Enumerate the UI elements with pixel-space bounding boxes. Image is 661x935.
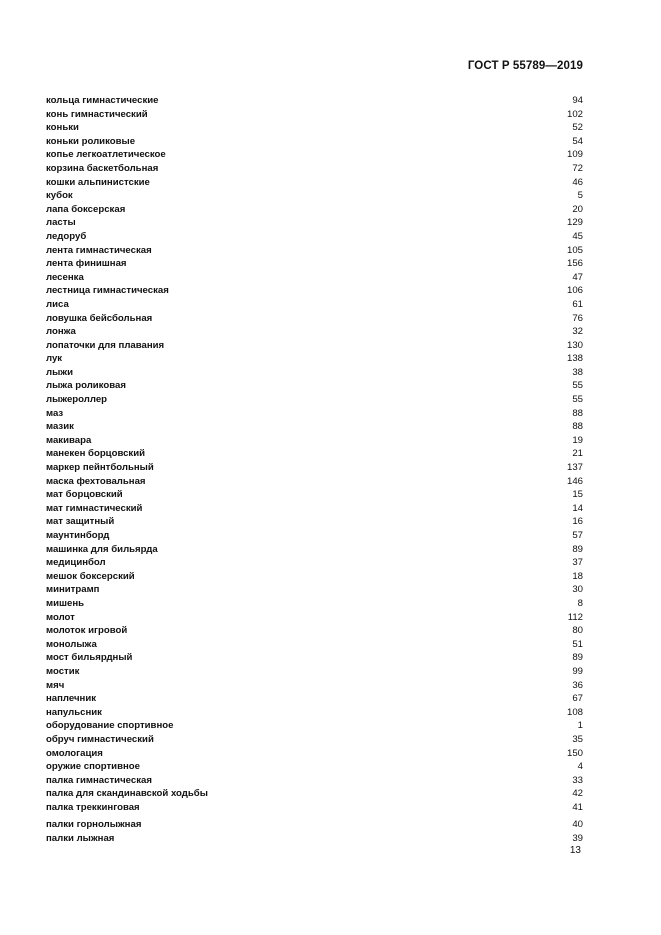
- index-term: маз: [46, 407, 64, 419]
- index-term: лапа боксерская: [46, 203, 126, 215]
- index-entry: [46, 271, 583, 285]
- index-term: мяч: [46, 679, 65, 691]
- index-term: макивара: [46, 434, 92, 446]
- index-entry: [46, 284, 583, 298]
- index-page-ref: 18: [572, 570, 583, 582]
- index-term: кубок: [46, 190, 73, 202]
- index-entry: [46, 475, 583, 489]
- index-entry: [46, 312, 583, 326]
- index-page-ref: 4: [577, 761, 583, 773]
- index-term: маска фехтовальная: [46, 475, 146, 487]
- index-entry: [46, 774, 583, 788]
- index-entry: [46, 611, 583, 625]
- index-entry: [46, 832, 583, 846]
- index-page-ref: 16: [572, 516, 583, 528]
- index-term: молот: [46, 611, 75, 623]
- index-page-ref: 76: [572, 312, 583, 324]
- index-term: палки горнолыжная: [46, 819, 142, 831]
- index-page-ref: 106: [566, 285, 583, 297]
- index-page-ref: 146: [566, 475, 583, 487]
- index-entry: [46, 121, 583, 135]
- index-term: ледоруб: [46, 230, 87, 242]
- index-entry: [46, 461, 583, 475]
- index-term: лыжи: [46, 366, 73, 378]
- index-page-ref: 94: [572, 95, 583, 106]
- index-page-ref: 156: [566, 258, 583, 270]
- index-term: кошки альпинистские: [46, 176, 150, 188]
- index-term: палка для скандинавской ходьбы: [46, 788, 208, 800]
- index-term: минитрамп: [46, 584, 100, 596]
- index-entry: [46, 257, 583, 271]
- index-term: копье легкоатлетическое: [46, 149, 166, 161]
- index-term: палка гимнастическая: [46, 774, 152, 786]
- index-entry: [46, 393, 583, 407]
- index-page-ref: 1: [577, 720, 583, 732]
- index-page-ref: 57: [572, 530, 583, 541]
- index-page-ref: 38: [572, 366, 583, 378]
- index-term: лыжа роликовая: [46, 380, 126, 392]
- index-term: лесенка: [46, 271, 84, 283]
- index-entry: [46, 108, 583, 122]
- index-page-ref: 30: [572, 584, 583, 596]
- index-entry: [46, 515, 583, 529]
- index-page-ref: 46: [572, 176, 583, 188]
- index-page-ref: 108: [566, 706, 583, 718]
- index-entry: [46, 420, 583, 434]
- index-term: машинка для бильярда: [46, 543, 158, 555]
- index-term: ласты: [46, 217, 76, 229]
- index-page-ref: 5: [577, 190, 583, 202]
- index-term: корзина баскетбольная: [46, 162, 159, 174]
- index-term: ловушка бейсбольная: [46, 312, 153, 324]
- index-term: коньки: [46, 122, 79, 134]
- index-page-ref: 137: [566, 462, 583, 474]
- index-term: лента гимнастическая: [46, 244, 152, 256]
- index-page-ref: 37: [572, 557, 583, 569]
- index-term: конь гимнастический: [46, 108, 148, 120]
- index-term: лопаточки для плавания: [46, 339, 165, 351]
- index-term: мат защитный: [46, 516, 115, 528]
- index-page-ref: 112: [567, 611, 583, 623]
- index-entry: [46, 148, 583, 162]
- index-entry: [46, 570, 583, 584]
- index-entry: [46, 447, 583, 461]
- index-term: кольца гимнастические: [46, 95, 159, 106]
- index-page-ref: 88: [572, 421, 583, 433]
- index-term: оружие спортивное: [46, 761, 140, 773]
- index-entry: [46, 407, 583, 421]
- index-term: лонжа: [46, 326, 76, 338]
- index-entry: [46, 679, 583, 693]
- index-page-ref: 40: [572, 819, 583, 831]
- index-entry: [46, 787, 583, 801]
- index-entry: [46, 216, 583, 230]
- index-entry: [46, 543, 583, 557]
- index-term: маркер пейнтбольный: [46, 462, 154, 474]
- index-entry: [46, 352, 583, 366]
- index-entry: [46, 692, 583, 706]
- index-entry: [46, 379, 583, 393]
- index-page-ref: 55: [572, 380, 583, 392]
- index-page-ref: 61: [572, 298, 583, 310]
- index-entry: [46, 638, 583, 652]
- index-entry: [46, 597, 583, 611]
- index-page-ref: 35: [572, 733, 583, 745]
- index-term: монолыжа: [46, 638, 97, 650]
- document-code: ГОСТ Р 55789—2019: [467, 60, 583, 72]
- index-entry: [46, 162, 583, 176]
- index-page-ref: 33: [572, 774, 583, 786]
- index-term: мостик: [46, 665, 80, 677]
- index-term: мат гимнастический: [46, 502, 143, 514]
- index-entry: [46, 760, 583, 774]
- index-page-ref: 129: [566, 217, 583, 229]
- index-term: омологация: [46, 747, 103, 759]
- index-page-ref: 89: [572, 652, 583, 664]
- index-page-ref: 138: [566, 353, 583, 365]
- index-term: манекен борцовский: [46, 448, 146, 460]
- index-entry: [46, 94, 583, 108]
- index-page-ref: 47: [572, 271, 583, 283]
- index-term: мат борцовский: [46, 489, 123, 501]
- index-page-ref: 36: [572, 679, 583, 691]
- index-term: мазик: [46, 421, 74, 433]
- index-page-ref: 130: [566, 339, 583, 351]
- index-page-ref: 20: [572, 203, 583, 215]
- index-entry: [46, 651, 583, 665]
- index-page-ref: 21: [572, 448, 583, 460]
- index-entry: [46, 203, 583, 217]
- index-term: мост бильярдный: [46, 652, 133, 664]
- index-entry: [46, 719, 583, 733]
- index-page-ref: 55: [572, 394, 583, 406]
- index-page-ref: 52: [572, 122, 583, 134]
- index-term: оборудование спортивное: [46, 720, 174, 732]
- index-term: напульсник: [46, 706, 102, 718]
- index-term: обруч гимнастический: [46, 733, 154, 745]
- index-term: наплечник: [46, 693, 97, 705]
- index-page-ref: 99: [572, 665, 583, 677]
- index-entry: [46, 801, 583, 815]
- index-term: молоток игровой: [46, 625, 128, 637]
- index-page-ref: 14: [572, 502, 583, 514]
- index-entry: [46, 339, 583, 353]
- index-entry: [46, 665, 583, 679]
- index-page-ref: 41: [572, 801, 583, 813]
- index-entry: [46, 583, 583, 597]
- index-page-ref: 39: [572, 833, 583, 845]
- index-entry: [46, 366, 583, 380]
- index-entry: [46, 244, 583, 258]
- index-entry: [46, 502, 583, 516]
- index-page-ref: 88: [572, 407, 583, 419]
- index-page-ref: 150: [566, 747, 583, 759]
- index-page-ref: 105: [566, 244, 583, 256]
- index-page-ref: 8: [577, 597, 583, 609]
- index-entry: [46, 529, 583, 543]
- index-term: лестница гимнастическая: [46, 285, 169, 297]
- index-term: палки лыжная: [46, 833, 115, 845]
- index-entry: [46, 747, 583, 761]
- index-entry: [46, 706, 583, 720]
- index-term: коньки роликовые: [46, 135, 136, 147]
- index-page-ref: 15: [572, 489, 583, 501]
- index-page-ref: 51: [572, 638, 583, 650]
- index-term: мишень: [46, 597, 85, 609]
- index-term: лента финишная: [46, 258, 127, 270]
- index-page-ref: 19: [572, 434, 583, 446]
- index-term: палка треккинговая: [46, 801, 140, 813]
- index-entry: [46, 189, 583, 203]
- index-page-ref: 45: [572, 230, 583, 242]
- index-entry: [46, 818, 583, 832]
- index-page-ref: 109: [566, 149, 583, 161]
- index-entry: [46, 556, 583, 570]
- index-term: лук: [46, 353, 63, 365]
- index-entry: [46, 135, 583, 149]
- index-page-ref: 67: [572, 693, 583, 705]
- index-term: лиса: [46, 298, 69, 310]
- index-page-ref: 89: [572, 543, 583, 555]
- index-entry: [46, 230, 583, 244]
- index-entry: [46, 176, 583, 190]
- index-term: лыжероллер: [46, 394, 108, 406]
- index-entry: [46, 434, 583, 448]
- index-term: маунтинборд: [46, 530, 110, 541]
- index-entry: [46, 298, 583, 312]
- index-page-ref: 72: [572, 162, 583, 174]
- index-entry: [46, 624, 583, 638]
- index-term: медицинбол: [46, 557, 106, 569]
- index-page-ref: 42: [572, 788, 583, 800]
- index-entry: [46, 325, 583, 339]
- index-entry: [46, 733, 583, 747]
- index-list: [46, 94, 583, 846]
- index-term: мешок боксерский: [46, 570, 135, 582]
- index-entry: [46, 488, 583, 502]
- index-page-ref: 80: [572, 625, 583, 637]
- index-page-ref: 54: [572, 135, 583, 147]
- index-page-ref: 102: [566, 108, 583, 120]
- index-page-ref: 32: [572, 326, 583, 338]
- page-number: 13: [569, 845, 581, 856]
